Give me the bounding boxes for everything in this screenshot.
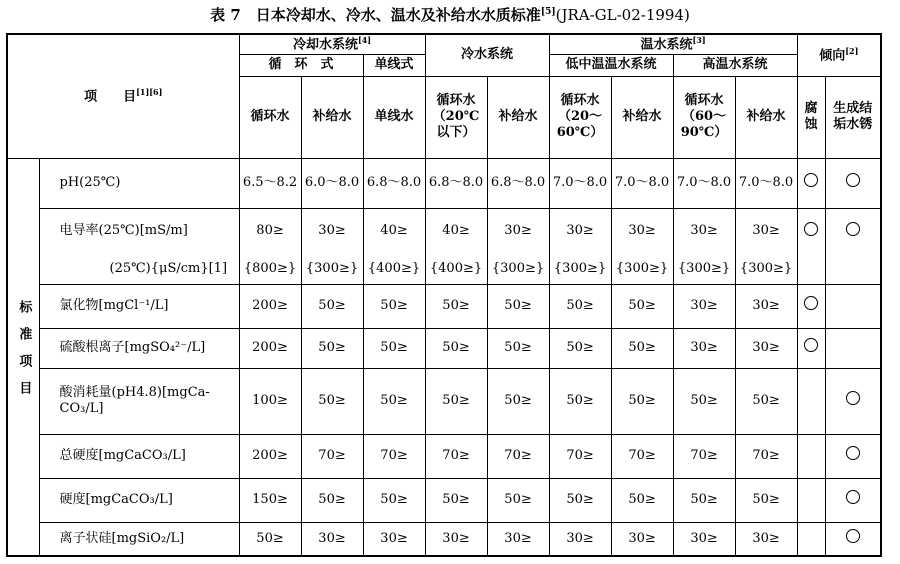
value-cell: 6.5～8.2 bbox=[239, 158, 301, 208]
row-label: (25℃){μS/cm}[1] bbox=[39, 254, 239, 284]
value-cell: 70≥ bbox=[301, 434, 363, 478]
water-quality-table bbox=[6, 33, 882, 557]
value-cell: 50≥ bbox=[425, 284, 487, 328]
value-cell: 50≥ bbox=[487, 368, 549, 434]
scale-cell bbox=[825, 478, 881, 522]
row-label: 硫酸根离子[mgSO₄²⁻/L] bbox=[39, 328, 239, 368]
single-type-header: 单线式 bbox=[363, 54, 425, 76]
value-cell: 30≥ bbox=[611, 522, 673, 556]
col-header: 补给水 bbox=[735, 76, 797, 158]
high-header: 高温水系统 bbox=[673, 54, 797, 76]
value-cell: 40≥ bbox=[425, 208, 487, 254]
value-cell: 70≥ bbox=[549, 434, 611, 478]
value-cell: 30≥ bbox=[735, 328, 797, 368]
value-cell: 30≥ bbox=[611, 208, 673, 254]
value-cell: 30≥ bbox=[673, 522, 735, 556]
scale-cell bbox=[825, 328, 881, 368]
row-label: 离子状硅[mgSiO₂/L] bbox=[39, 522, 239, 556]
value-cell: 30≥ bbox=[363, 522, 425, 556]
row-label: 氯化物[mgCl⁻¹/L] bbox=[39, 284, 239, 328]
row-label: 硬度[mgCaCO₃/L] bbox=[39, 478, 239, 522]
scale-cell bbox=[825, 522, 881, 556]
circle-mark-icon bbox=[846, 529, 860, 543]
value-cell: 30≥ bbox=[487, 208, 549, 254]
value-cell: {800≥} bbox=[239, 254, 301, 284]
value-cell: 7.0～8.0 bbox=[673, 158, 735, 208]
corrosion-cell bbox=[797, 158, 825, 208]
value-cell: 30≥ bbox=[487, 522, 549, 556]
row-label: 酸消耗量(pH4.8)[mgCa-CO₃/L] bbox=[39, 368, 239, 434]
value-cell: 6.8～8.0 bbox=[425, 158, 487, 208]
scale-cell bbox=[825, 434, 881, 478]
value-cell: 50≥ bbox=[549, 368, 611, 434]
corrosion-cell bbox=[797, 208, 825, 254]
value-cell: 7.0～8.0 bbox=[549, 158, 611, 208]
value-cell: 50≥ bbox=[301, 478, 363, 522]
table-row bbox=[7, 158, 881, 208]
value-cell: 50≥ bbox=[425, 478, 487, 522]
value-cell: 100≥ bbox=[239, 368, 301, 434]
value-cell: 50≥ bbox=[301, 368, 363, 434]
value-cell: 80≥ bbox=[239, 208, 301, 254]
tendency-header: 倾向[2] bbox=[797, 34, 881, 76]
value-cell: 50≥ bbox=[487, 284, 549, 328]
value-cell: 50≥ bbox=[611, 284, 673, 328]
scale-cell bbox=[825, 284, 881, 328]
value-cell: {300≥} bbox=[487, 254, 549, 284]
value-cell: 30≥ bbox=[549, 522, 611, 556]
value-cell: {400≥} bbox=[425, 254, 487, 284]
table-row bbox=[7, 284, 881, 328]
value-cell: 30≥ bbox=[549, 208, 611, 254]
row-label: 电导率(25℃)[mS/m] bbox=[39, 208, 239, 254]
value-cell: 50≥ bbox=[487, 328, 549, 368]
value-cell: {300≥} bbox=[301, 254, 363, 284]
corrosion-cell bbox=[797, 522, 825, 556]
col-header: 单线水 bbox=[363, 76, 425, 158]
circle-mark-icon bbox=[804, 173, 818, 187]
value-cell: 6.0～8.0 bbox=[301, 158, 363, 208]
table-row bbox=[7, 368, 881, 434]
value-cell: 6.8～8.0 bbox=[363, 158, 425, 208]
value-cell: 50≥ bbox=[549, 328, 611, 368]
circle-mark-icon bbox=[804, 338, 818, 352]
cooling-header: 冷却水系统[4] bbox=[239, 34, 425, 54]
warm-header: 温水系统[3] bbox=[549, 34, 797, 54]
title-ref: [5] bbox=[540, 7, 556, 17]
value-cell: 7.0～8.0 bbox=[735, 158, 797, 208]
value-cell: 30≥ bbox=[735, 208, 797, 254]
low-mid-header: 低中温温水系统 bbox=[549, 54, 673, 76]
corrosion-cell bbox=[797, 284, 825, 328]
value-cell: 50≥ bbox=[425, 368, 487, 434]
title-text: 表 7 日本冷却水、冷水、温水及补给水水质标准 bbox=[210, 6, 541, 24]
value-cell: 30≥ bbox=[735, 522, 797, 556]
value-cell: 30≥ bbox=[425, 522, 487, 556]
col-header: 腐蚀 bbox=[797, 76, 825, 158]
value-cell: 200≥ bbox=[239, 328, 301, 368]
value-cell: 50≥ bbox=[673, 368, 735, 434]
circle-mark-icon bbox=[846, 391, 860, 405]
value-cell: 7.0～8.0 bbox=[611, 158, 673, 208]
value-cell: 50≥ bbox=[673, 478, 735, 522]
value-cell: 70≥ bbox=[425, 434, 487, 478]
value-cell: {300≥} bbox=[673, 254, 735, 284]
item-header: 项 目[1][6] bbox=[7, 34, 239, 158]
scale-cell bbox=[825, 254, 881, 284]
value-cell: 150≥ bbox=[239, 478, 301, 522]
value-cell: {300≥} bbox=[549, 254, 611, 284]
circle-mark-icon bbox=[846, 490, 860, 504]
circle-mark-icon bbox=[846, 446, 860, 460]
value-cell: 70≥ bbox=[487, 434, 549, 478]
col-header: 补给水 bbox=[487, 76, 549, 158]
circle-mark-icon bbox=[804, 296, 818, 310]
scale-cell bbox=[825, 208, 881, 254]
corrosion-cell bbox=[797, 254, 825, 284]
value-cell: {300≥} bbox=[735, 254, 797, 284]
value-cell: 50≥ bbox=[363, 478, 425, 522]
value-cell: 30≥ bbox=[301, 522, 363, 556]
table-row bbox=[7, 478, 881, 522]
title-code: (JRA-GL-02-1994) bbox=[555, 6, 690, 24]
value-cell: 50≥ bbox=[239, 522, 301, 556]
table-row bbox=[7, 434, 881, 478]
value-cell: 50≥ bbox=[425, 328, 487, 368]
table-row bbox=[7, 522, 881, 556]
value-cell: 50≥ bbox=[487, 478, 549, 522]
value-cell: 70≥ bbox=[363, 434, 425, 478]
value-cell: 30≥ bbox=[673, 328, 735, 368]
row-label: 总硬度[mgCaCO₃/L] bbox=[39, 434, 239, 478]
value-cell: 70≥ bbox=[735, 434, 797, 478]
col-header: 补给水 bbox=[611, 76, 673, 158]
circle-mark-icon bbox=[804, 222, 818, 236]
value-cell: 50≥ bbox=[549, 284, 611, 328]
value-cell: 50≥ bbox=[301, 284, 363, 328]
value-cell: 200≥ bbox=[239, 434, 301, 478]
value-cell: 50≥ bbox=[735, 368, 797, 434]
col-header: 补给水 bbox=[301, 76, 363, 158]
value-cell: 30≥ bbox=[673, 284, 735, 328]
row-label: pH(25℃) bbox=[39, 158, 239, 208]
value-cell: {300≥} bbox=[611, 254, 673, 284]
value-cell: 30≥ bbox=[735, 284, 797, 328]
table-title bbox=[0, 4, 900, 25]
value-cell: 70≥ bbox=[673, 434, 735, 478]
circ-type-header: 循 环 式 bbox=[239, 54, 363, 76]
value-cell: 50≥ bbox=[549, 478, 611, 522]
corrosion-cell bbox=[797, 434, 825, 478]
value-cell: 30≥ bbox=[301, 208, 363, 254]
value-cell: 50≥ bbox=[301, 328, 363, 368]
value-cell: 50≥ bbox=[363, 368, 425, 434]
value-cell: 50≥ bbox=[611, 328, 673, 368]
circle-mark-icon bbox=[846, 173, 860, 187]
value-cell: {400≥} bbox=[363, 254, 425, 284]
table-row bbox=[7, 208, 881, 254]
col-header: 循环水（60～90℃） bbox=[673, 76, 735, 158]
value-cell: 50≥ bbox=[363, 284, 425, 328]
value-cell: 30≥ bbox=[673, 208, 735, 254]
col-header: 生成结垢水锈 bbox=[825, 76, 881, 158]
circle-mark-icon bbox=[846, 222, 860, 236]
value-cell: 50≥ bbox=[611, 368, 673, 434]
col-header: 循环水（20℃以下） bbox=[425, 76, 487, 158]
value-cell: 50≥ bbox=[363, 328, 425, 368]
value-cell: 200≥ bbox=[239, 284, 301, 328]
table-row bbox=[7, 328, 881, 368]
scale-cell bbox=[825, 158, 881, 208]
side-label: 标准项目 bbox=[7, 158, 39, 556]
value-cell: 6.8～8.0 bbox=[487, 158, 549, 208]
col-header: 循环水（20～60℃） bbox=[549, 76, 611, 158]
value-cell: 40≥ bbox=[363, 208, 425, 254]
value-cell: 70≥ bbox=[611, 434, 673, 478]
corrosion-cell bbox=[797, 368, 825, 434]
corrosion-cell bbox=[797, 478, 825, 522]
value-cell: 50≥ bbox=[735, 478, 797, 522]
chilled-header: 冷水系统 bbox=[425, 34, 549, 76]
corrosion-cell bbox=[797, 328, 825, 368]
scale-cell bbox=[825, 368, 881, 434]
col-header: 循环水 bbox=[239, 76, 301, 158]
table-row bbox=[7, 254, 881, 284]
value-cell: 50≥ bbox=[611, 478, 673, 522]
